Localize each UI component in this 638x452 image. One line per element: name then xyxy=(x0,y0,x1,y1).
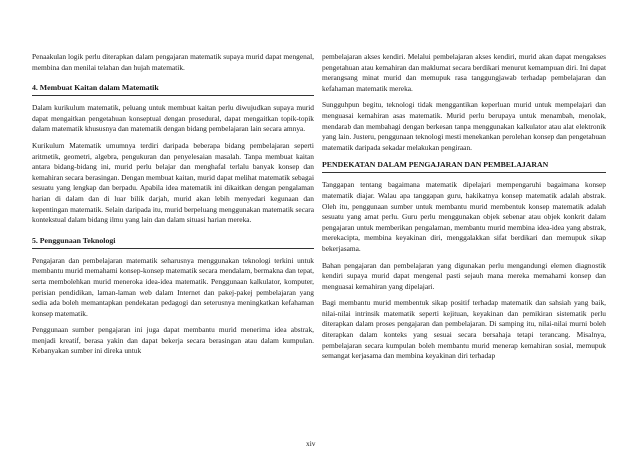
page-number: xiv xyxy=(306,439,316,448)
paragraph-sikap-positif: Bagi membantu murid membentuk sikap positif terhadap matematik dan sahsiah yang baik, nilai-nilai intrinsik matematik seperti kejituan, keyakinan dan pemikiran sistematik perlu diterapkan dalam proses pengajaran dan pembelajaran. Di samping itu, nilai-nilai murni boleh diterapkan dalam konteks yang sesuai secara bersahaja tetapi terancang. Misalnya, pembelajaran secara kumpulan boleh membantu murid menerap kemahiran sosial, memupuk semangat kerjasama dan membina keyakinan diri terhadap xyxy=(322,298,606,361)
section-5-heading: 5. Penggunaan Teknologi xyxy=(32,235,314,249)
paragraph-kaitan-1: Dalam kurikulum matematik, peluang untuk membuat kaitan perlu diwujudkan supaya murid dapat mengaitkan pengetahuan konseptual dengan prosedural, dapat mengaitkan topik-topik dalam matematik khususnya dan matematik dengan bidang pembelajaran lain secara amnya. xyxy=(32,103,314,134)
paragraph-bahan: Bahan pengajaran dan pembelajaran yang digunakan perlu mengandungi elemen diagnostik kendiri supaya murid dapat mengenal pasti sejauh mana mereka memahami konsep dan menguasai kemahiran yang dipelajari. xyxy=(322,260,606,291)
paragraph-tanggapan: Tanggapan tentang bagaimana matematik dipelajari mempengaruhi bagaimana konsep matematik diajar. Walau apa tanggapan guru, hakikatnya konsep matematik adalah abstrak. Oleh itu, penggunaan sumber untuk membantu murid membentuk konsep matematik adalah sesuatu yang amat perlu. Guru perlu menggunakan objek sebenar atau objek konkrit dalam pengajaran untuk memberikan pengalaman, membantu murid membina idea-idea yang abstrak, merekacipta, membina keyakinan diri, menggalakkan sifat berdikari dan memupuk sikap bekerjasama. xyxy=(322,180,606,253)
paragraph-kaitan-2: Kurikulum Matematik umumnya terdiri daripada beberapa bidang pembelajaran seperti aritmetik, geometri, algebra, pengukuran dan penyelesaian masalah. Tanpa membuat kaitan antara bidang-bidang ini, murid perlu belajar dan menghafal terlalu banyak konsep dan kemahiran secara berasingan. Dengan membuat kaitan, murid dapat melihat matematik sebagai sesuatu yang lengkap dan berpadu. Apabila idea matematik ini dikaitkan dengan pengalaman harian di dalam dan di luar bilik darjah, murid akan lebih menyedari kegunaan dan kepentingan matematik. Selain daripada itu, murid berpeluang menggunakan matematik secara kontekstual dalam bidang ilmu yang lain dan dalam situasi harian mereka. xyxy=(32,140,314,225)
right-column xyxy=(322,52,606,368)
left-column xyxy=(32,52,314,363)
section-4-heading: 4. Membuat Kaitan dalam Matematik xyxy=(32,82,314,96)
paragraph-teknologi-2: Penggunaan sumber pengajaran ini juga dapat membantu murid menerima idea abstrak, menjadi kreatif, berasa yakin dan dapat bekerja secara berasingan atau dalam kumpulan. Kebanyakan sumber ini direka untuk xyxy=(32,325,314,356)
pendekatan-heading: PENDEKATAN DALAM PENGAJARAN DAN PEMBELAJARAN xyxy=(322,159,606,173)
paragraph-akses-kendiri: pembelajaran akses kendiri. Melalui pembelajaran akses kendiri, murid akan dapat mengakses pengetahuan atau kemahiran dan maklumat secara berdikari menurut kemampuan diri. Ini dapat merangsang minat murid dan memupuk rasa tanggungjawab terhadap pembelajaran dan kefahaman matematik mereka. xyxy=(322,52,606,93)
paragraph-teknologi-1: Pengajaran dan pembelajaran matematik seharusnya menggunakan teknologi terkini untuk membantu murid memahami konsep-konsep matematik secara mendalam, bermakna dan tepat, serta membolehkan murid meneroka idea-idea matematik. Penggunaan kalkulator, komputer, perisian pendidikan, laman-laman web dalam Internet dan pakej-pakej pembelajaran yang sedia ada boleh memantapkan pendekatan pedagogi dan seterusnya meningkatkan kefahaman konsep matematik. xyxy=(32,255,314,318)
paragraph-intro: Penaakulan logik perlu diterapkan dalam pengajaran matematik supaya murid dapat mengenal, membina dan menilai telahan dan hujah matematik. xyxy=(32,52,314,72)
paragraph-sungguhpun: Sungguhpun begitu, teknologi tidak menggantikan keperluan murid untuk mempelajari dan menguasai kemahiran asas matematik. Murid perlu berupaya untuk menambah, menolak, mendarab dan membahagi dengan berkesan tanpa menggunakan kalkulator atau alat elektronik yang lain. Justeru, penggunaan teknologi mesti menekankan perolehan konsep dan pengetahuan matematik daripada sekadar melakukan pengiraan. xyxy=(322,100,606,152)
